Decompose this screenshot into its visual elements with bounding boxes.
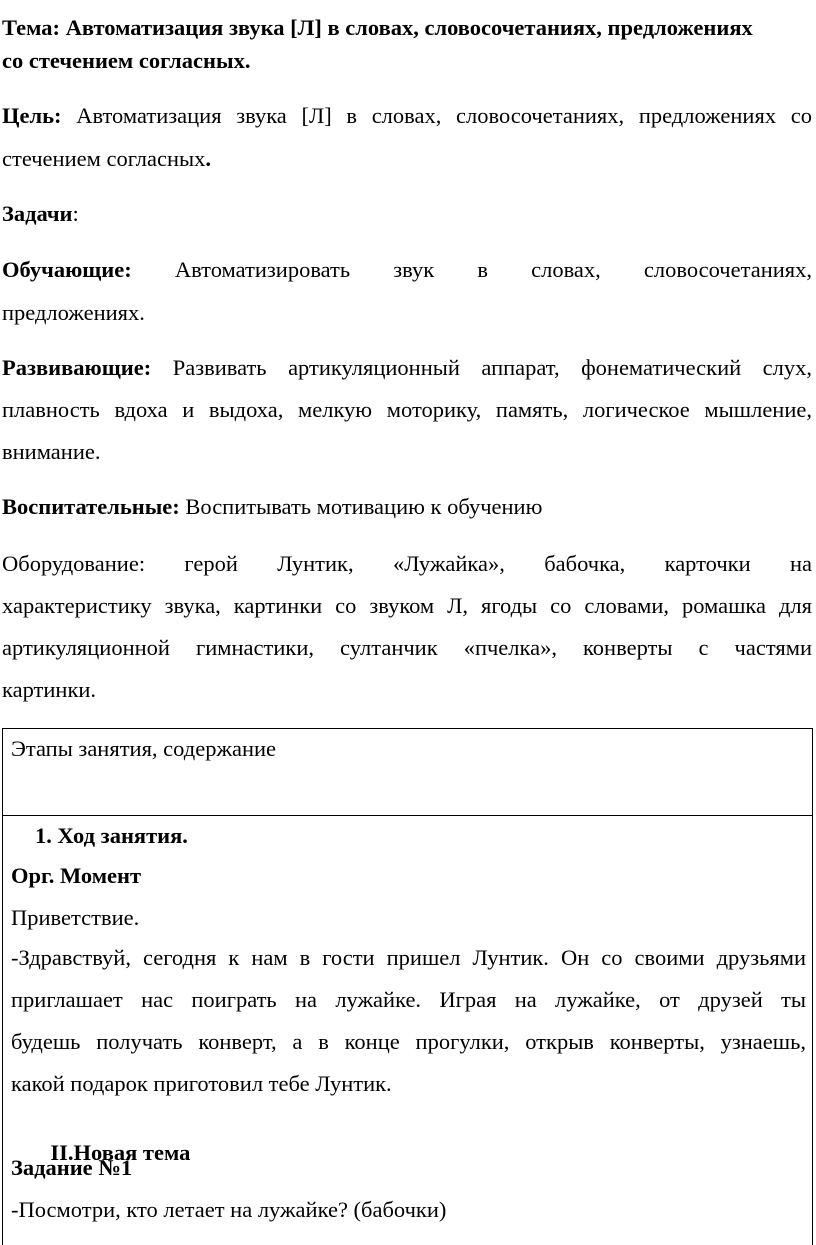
educational-label: Воспитательные: xyxy=(2,494,180,519)
goal-text: Автоматизация звука [Л] в словах, словосочетаниях, предложениях со xyxy=(76,103,812,128)
goal-line-1 xyxy=(2,102,812,129)
goal-label: Цель: xyxy=(2,103,62,128)
new-topic-text: II.Новая тема xyxy=(44,1140,191,1165)
developing-line-3 xyxy=(2,438,812,465)
table-header-text: Этапы занятия, содержание xyxy=(11,736,277,761)
speech-text-3: будешь получать конверт, а в конце прогулки, открыв конверты, узнаешь, xyxy=(11,1029,806,1054)
developing-line-1 xyxy=(2,354,812,381)
teaching-line-1 xyxy=(2,256,812,283)
developing-text: Развивать артикуляционный аппарат, фонематический слух, xyxy=(172,355,812,380)
equipment-text-2: характеристику звука, картинки со звуком Л, ягоды со словами, ромашка для xyxy=(2,593,812,618)
teaching-text: Автоматизировать звук в словах, словосочетаниях, xyxy=(174,257,812,282)
topic-text: Автоматизация звука [Л] в словах, словосочетаниях, предложениях xyxy=(65,15,753,40)
task1-text: Задание №1 xyxy=(11,1155,133,1180)
equipment-text-4: картинки. xyxy=(2,677,97,702)
speech-text-2: приглашает нас поиграть на лужайке. Играя на лужайке, от друзей ты xyxy=(11,987,806,1012)
table-header-cell xyxy=(2,728,813,816)
developing-label: Развивающие: xyxy=(2,355,152,380)
tasks-colon: : xyxy=(72,201,79,226)
speech-line-4: какой подарок приготовил тебе Лунтик. xyxy=(11,1071,392,1096)
teaching-text-cont: предложениях. xyxy=(2,300,145,325)
educational-line xyxy=(2,493,812,520)
topic-label: Тема: xyxy=(2,15,61,40)
goal-period: . xyxy=(205,146,212,171)
developing-line-2 xyxy=(2,396,812,423)
developing-text-end: внимание. xyxy=(2,439,101,464)
equipment-text-1: Оборудование: герой Лунтик, «Лужайка», бабочка, карточки на xyxy=(2,551,812,576)
developing-text-cont: плавность вдоха и выдоха, мелкую моторику, память, логическое мышление, xyxy=(2,397,812,422)
table-content-cell xyxy=(2,815,813,1245)
equipment-line-1 xyxy=(2,550,812,577)
equipment-line-3 xyxy=(2,634,812,661)
question-text: -Посмотри, кто летает на лужайке? (бабочки) xyxy=(11,1197,447,1222)
speech-line-3 xyxy=(11,1028,806,1055)
topic-line-2 xyxy=(2,47,812,74)
teaching-line-2 xyxy=(2,299,812,326)
org-moment-heading xyxy=(11,862,806,889)
speech-text-1: -Здравствуй, сегодня к нам в гости пришел Лунтик. Он со своими друзьями xyxy=(11,945,806,970)
tasks-label: Задачи xyxy=(2,201,73,226)
speech-line-2 xyxy=(11,986,806,1013)
goal-text-cont: стечением согласных xyxy=(2,146,206,171)
tasks-heading xyxy=(2,200,812,227)
greeting-text: Приветствие. xyxy=(11,905,140,930)
equipment-line-2 xyxy=(2,592,812,619)
equipment-text-3: артикуляционной гимнастики, султанчик «пчелка», конверты с частями xyxy=(2,635,812,660)
step1-text: 1. Ход занятия. xyxy=(35,823,188,848)
speech-line-1 xyxy=(11,944,806,971)
equipment-line-4 xyxy=(2,676,812,703)
educational-text: Воспитывать мотивацию к обучению xyxy=(185,494,543,519)
goal-line-2 xyxy=(2,145,812,172)
org-moment-text: Орг. Момент xyxy=(11,863,142,888)
teaching-label: Обучающие: xyxy=(2,257,132,282)
step1-heading xyxy=(35,822,816,849)
topic-line-1 xyxy=(2,14,812,41)
topic-text-cont: со стечением согласных. xyxy=(2,48,251,73)
task1-heading xyxy=(11,1154,806,1181)
